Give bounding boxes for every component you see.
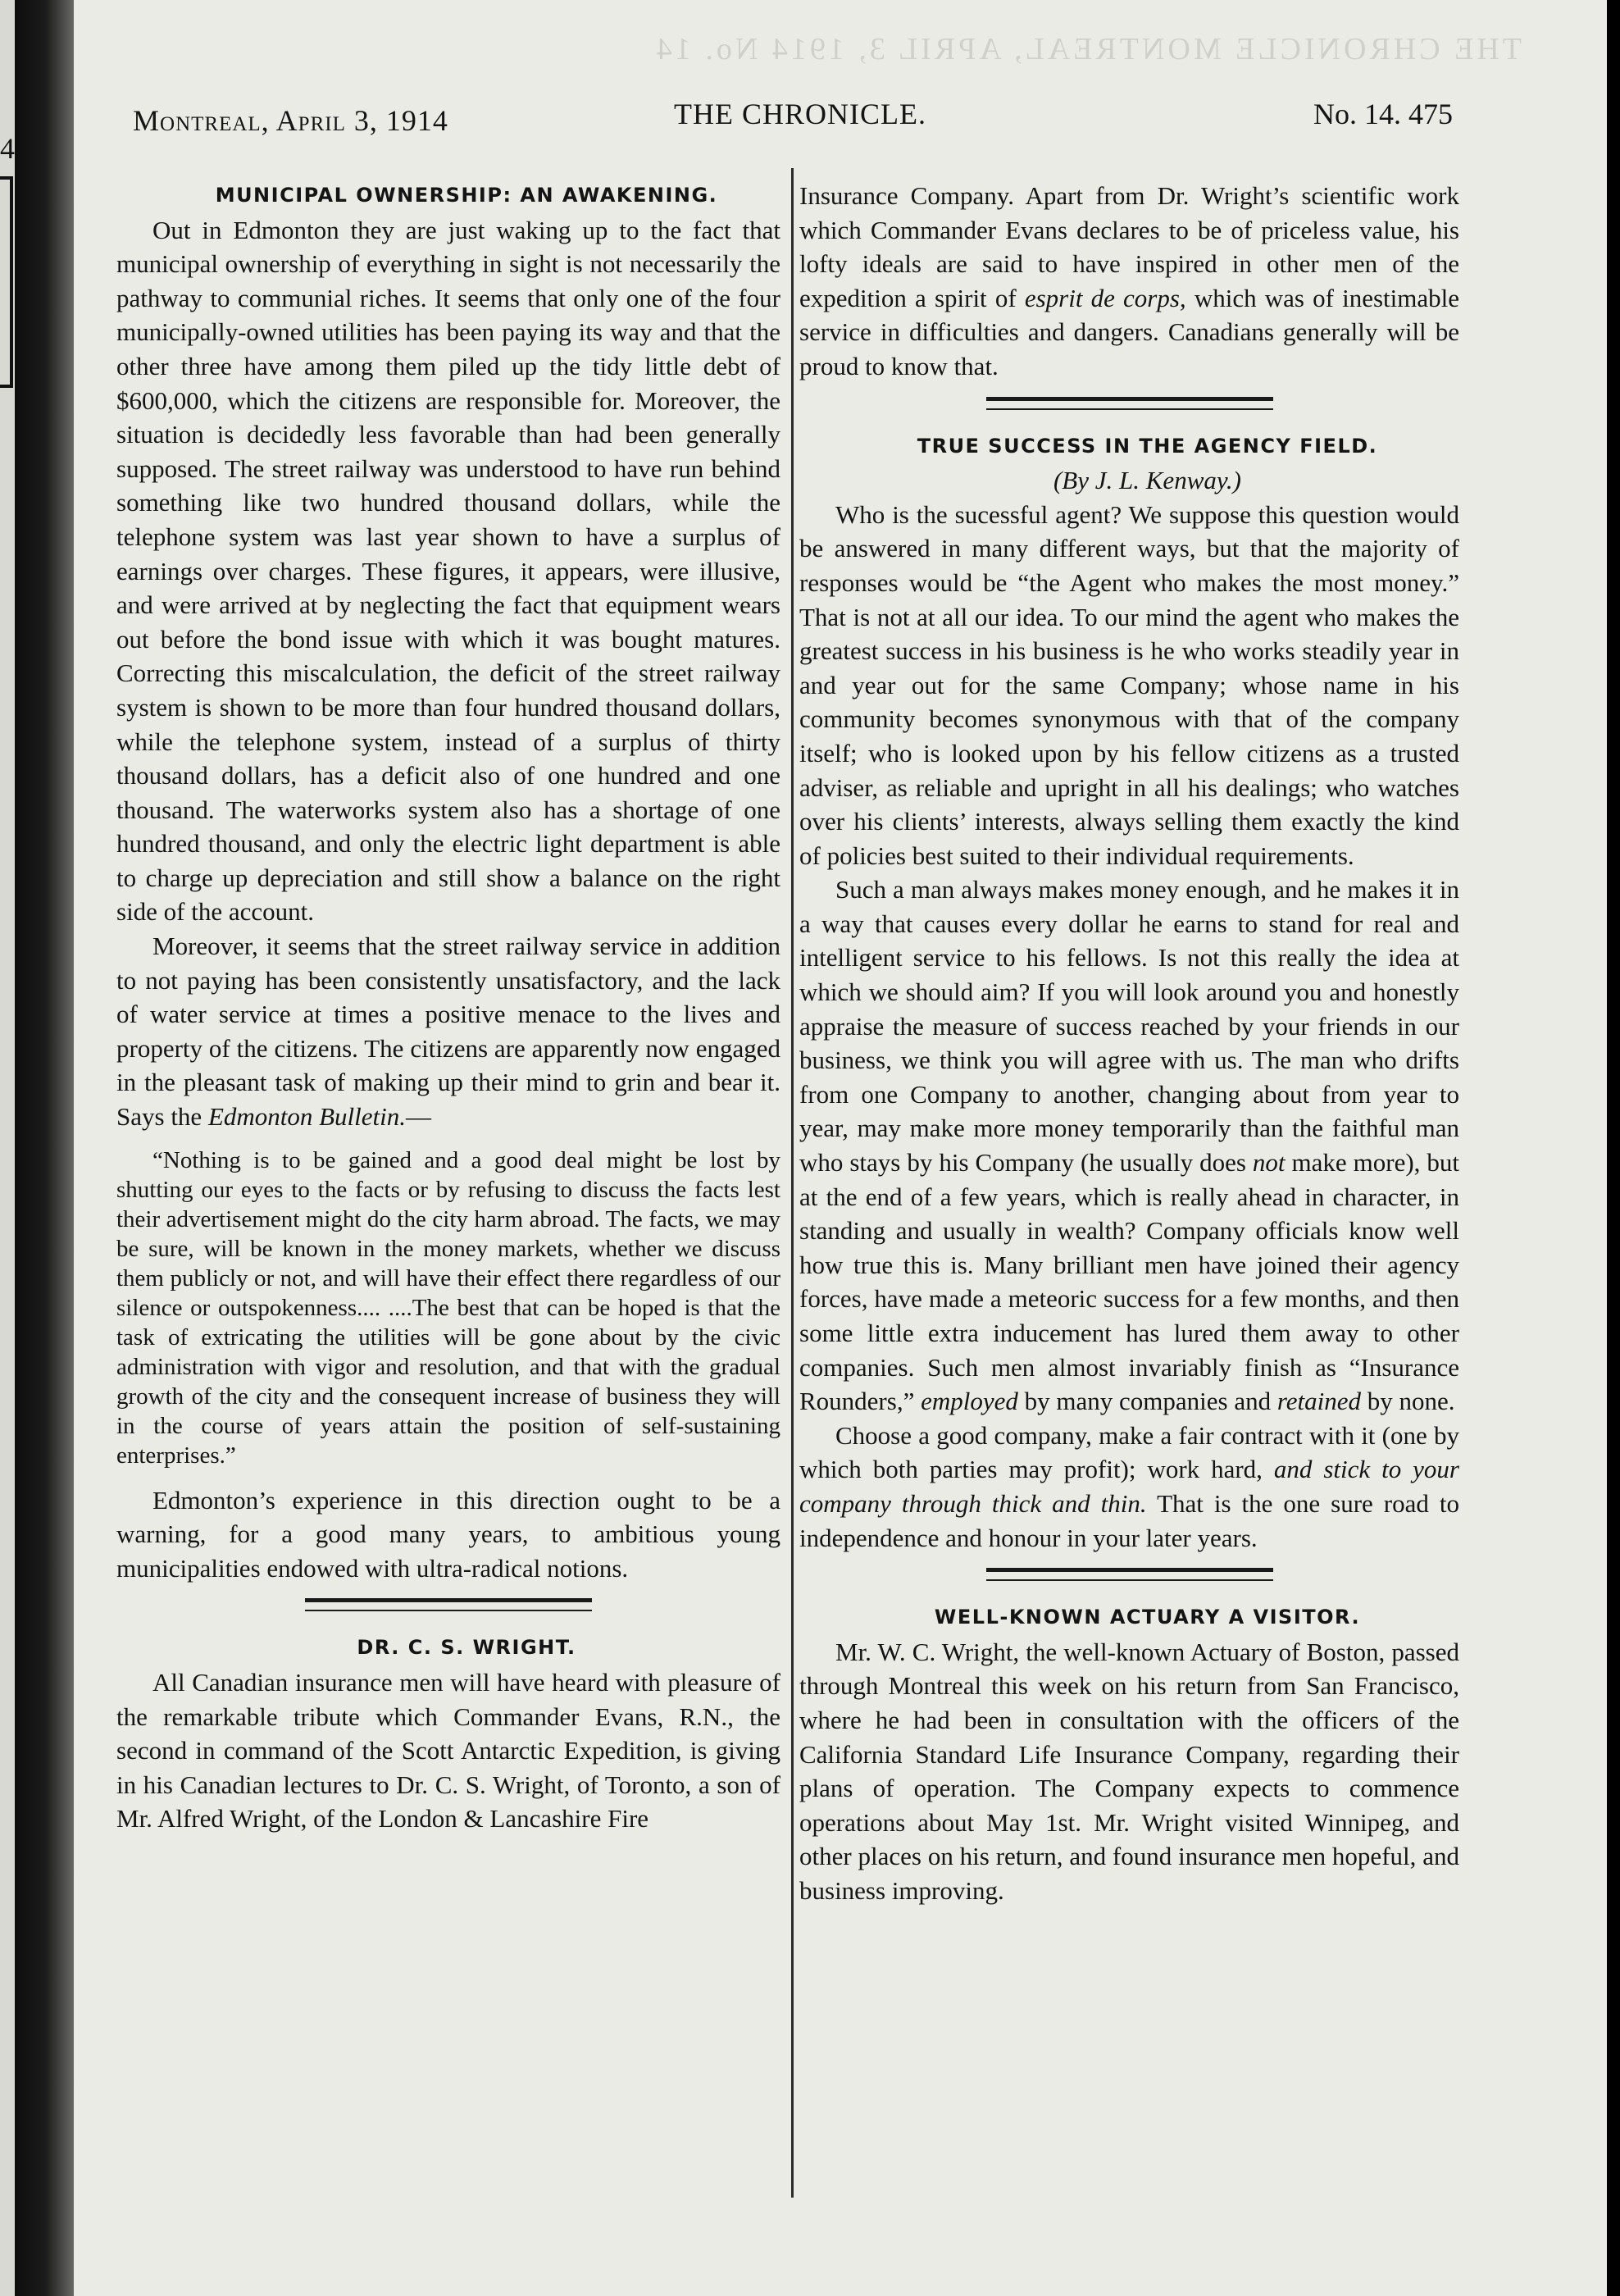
article-paragraph: Such a man always makes money enough, and he makes it in a way that causes every dollar he earns to stand for real and intelligent service to his fellows. Is not this really the idea at which we should aim? If you will look around you and honestly appraise the measure of success reached by your friends in our business, we think you will agree with us. The man who drifts from one Company to another, changing about from year to year, may make more money temporarily than the faithful man who stays by his Company (he usually does not make more), but at the end of a few years, which is really ahead in character, in standing and usually in wealth? Company officials know well how true this is. Many brilliant men have joined their agency forces, have made a meteoric success for a few months, and then some little extra inducement has lured them away to other companies. Such men almost invariably finish as “Insurance Rounders,” employed by many companies and retained by none. [799, 875, 1459, 1416]
article-continuation: Insurance Company. Apart from Dr. Wright’s scientific work which Commander Evans declares to be of priceless value, his lofty ideals are said to have inspired in other men of the expedition a spirit of esprit de corps, which was of inestimable service in difficulties and dangers. Canadians generally will be proud to know that. [799, 181, 1459, 380]
right-column [799, 179, 1459, 1908]
section-divider [986, 1568, 1273, 1581]
italic-word: employed [921, 1387, 1018, 1416]
section-divider [986, 397, 1273, 410]
masthead-title: THE CHRONICLE. [674, 98, 926, 130]
article-heading-true-success: TRUE SUCCESS IN THE AGENCY FIELD. [917, 434, 1378, 458]
article-paragraph: Mr. W. C. Wright, the well-known Actuary of Boston, passed through Montreal this week on his return from San Francisco, where he had been in consultation with the officers of the California Standard Life Insurance Company, regarding their plans of operation. The Company expects to commence operations about May 1st. Mr. Wright visited Winnipeg, and other places on his return, and found insurance men hopeful, and business improving. [799, 1637, 1459, 1905]
section-divider [305, 1598, 592, 1611]
previous-page-number: 4 [0, 132, 15, 165]
show-through-text: THE CHRONICLE MONTREAL, APRIL 3, 1914 No. 14 [653, 32, 1522, 66]
article-heading-dr-wright: DR. C. S. WRIGHT. [357, 1636, 576, 1660]
article-paragraph: All Canadian insurance men will have heard with pleasure of the remarkable tribute which Commander Evans, R.N., the second in command of the Scott Antarctic Expedition, is giving in his Canadian lectures to Dr. C. S. Wright, of Toronto, a son of Mr. Alfred Wright, of the London & Lancashire Fire [116, 1668, 780, 1834]
italic-phrase: and stick to your company through thick and thin. [799, 1455, 1459, 1518]
italic-word: not [1252, 1148, 1286, 1178]
italic-word: retained [1276, 1387, 1361, 1416]
article-paragraph: Out in Edmonton they are just waking up to the fact that municipal ownership of everything in sight is not necessarily the pathway to communial riches. It seems that only one of the four municipally-owned utilities has been paying its way and that the other three have among them piled up the tidy little debt of $600,000, which the citizens are responsible for. Moreover, the situation is decidedly less favorable than had been generally supposed. The street railway was understood to have run behind something like two hundred thousand dollars, while the telephone system was last year shown to have a surplus of earnings over charges. These figures, it appears, were illusive, and were arrived at by neglecting the fact that equipment wears out before the bond issue with which it was bought matures. Correcting this miscalculation, the deficit of the street railway system is shown to be more than four hundred thousand dollars, while the telephone system, instead of a surplus of thirty thousand dollars, has a deficit also of one hundred and one thousand. The waterworks system also has a shortage of one hundred thousand, and only the electric light department is able to charge up depreciation and still show a balance on the right side of the account. [116, 215, 780, 927]
article-heading-actuary-visitor: WELL-KNOWN ACTUARY A VISITOR. [934, 1606, 1361, 1629]
article-paragraph: Choose a good company, make a fair contract with it (one by which both parties may profit); work hard, and stick to your company through thick and thin. That is the one sure road to independence and honour in your later years. [799, 1420, 1459, 1552]
left-column [116, 179, 780, 1836]
quoted-passage: “Nothing is to be gained and a good deal might be lost by shutting our eyes to the facts or by refusing to discuss the facts lest their advertisement might do the city harm abroad. The facts, we may be sure, will be known in the money markets, whether we discuss them publicly or not, and will have their effect there regardless of our silence or outspokenness.... ....The best that can be hoped is that the task of extricating the utilities will be gone about by the civic administration with vigor and resolution, and that with the gradual growth of the city and the consequent increase of business they will in the course of years attain the position of self-sustaining enterprises.” [116, 1146, 780, 1469]
column-divider [791, 168, 794, 2198]
issue-page-number: No. 14. 475 [1313, 98, 1453, 130]
publication-name: Edmonton Bulletin. [207, 1102, 407, 1132]
article-paragraph: Edmonton’s experience in this direction ought to be a warning, for a good many years, to ambitious young municipalities endowed with ultra-radical notions. [116, 1485, 780, 1583]
previous-page-edge [0, 0, 15, 2296]
article-heading-municipal-ownership: MUNICIPAL OWNERSHIP: AN AWAKENING. [215, 184, 718, 207]
article-paragraph: Moreover, it seems that the street railway service in addition to not paying has been consistently unsatisfactory, and the lack of water service at times a positive menace to the lives and property of the citizens. The citizens are apparently now engaged in the pleasant task of making up their mind to grin and bear it. Says the Edmonton Bulletin.— [116, 932, 780, 1132]
page-header [133, 97, 1453, 146]
article-paragraph: Who is the sucessful agent? We suppose this question would be answered in many different ways, but that the majority of responses would be “the Agent who makes the most money.” That is not at all our idea. To our mind the agent who makes the greatest success in his business is he who works steadily year in and year out for the same Company; whose name in his community becomes synonymous with that of the company itself; who is looked upon by his fellow citizens as a trusted adviser, as reliable and upright in all his dealings; who watches over his clients’ interests, always selling them exactly the kind of policies best suited to their individual requirements. [799, 499, 1459, 870]
byline: (By J. L. Kenway.) [1053, 466, 1241, 495]
dateline: Montreal, April 3, 1914 [133, 104, 448, 137]
previous-page-border [0, 176, 13, 388]
italic-phrase: esprit de corps, [1024, 283, 1186, 312]
